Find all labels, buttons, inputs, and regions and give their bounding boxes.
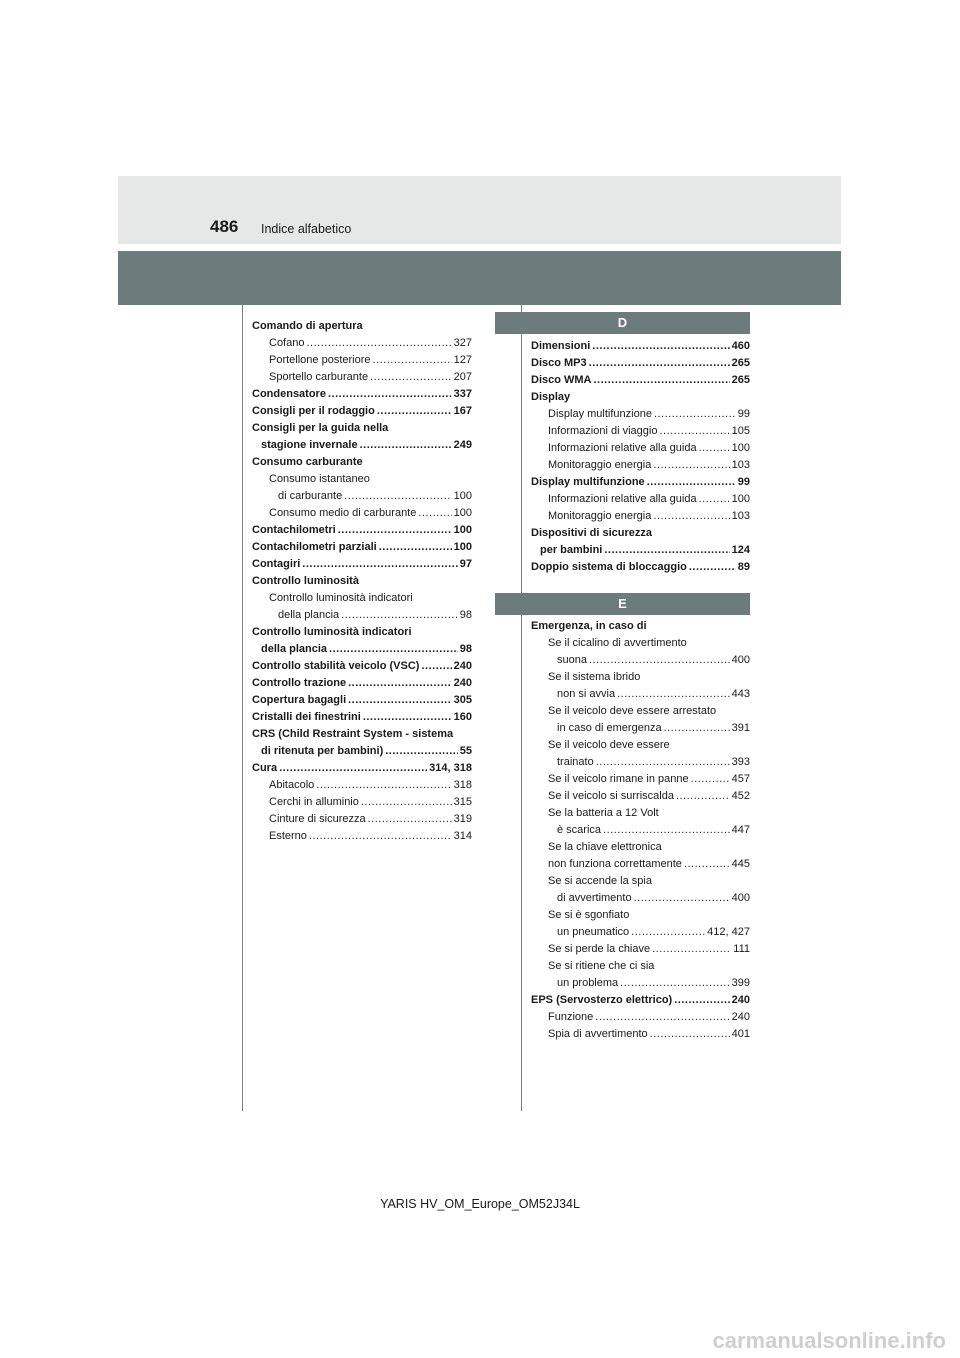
entry-page-ref: 460 xyxy=(731,340,750,352)
entry-page-ref: 240 xyxy=(731,1011,750,1023)
document-footer: YARIS HV_OM_Europe_OM52J34L xyxy=(380,1197,580,1211)
entry-term: di avvertimento xyxy=(557,892,632,904)
entry-term: Se il veicolo deve essere xyxy=(548,739,670,751)
dot-leader xyxy=(634,890,730,907)
entry-term: Informazioni di viaggio xyxy=(548,425,658,437)
index-entry xyxy=(252,692,472,709)
index-entry xyxy=(531,856,750,873)
entry-page-ref: 305 xyxy=(453,694,472,706)
entry-term: CRS (Child Restraint System - sistema xyxy=(252,728,454,740)
entry-term: Esterno xyxy=(269,830,307,842)
index-entry xyxy=(531,525,750,542)
index-column-e xyxy=(531,618,750,1043)
page-number: 486 xyxy=(210,217,239,236)
index-entry xyxy=(252,590,472,607)
dot-leader xyxy=(306,335,451,352)
entry-term: suona xyxy=(557,654,587,666)
index-entry xyxy=(252,624,472,641)
entry-term: Se il veicolo si surriscalda xyxy=(548,790,674,802)
entry-page-ref: 393 xyxy=(731,756,750,768)
index-entry xyxy=(252,522,472,539)
dot-leader xyxy=(631,924,705,941)
entry-term: Consumo medio di carburante xyxy=(269,507,417,519)
entry-page-ref: 100 xyxy=(453,524,472,536)
index-entry xyxy=(531,720,750,737)
entry-term: Spia di avvertimento xyxy=(548,1028,648,1040)
entry-term: Disco MP3 xyxy=(531,357,587,369)
index-entry xyxy=(252,556,472,573)
index-entry xyxy=(531,924,750,941)
entry-page-ref: 240 xyxy=(453,677,472,689)
entry-term: non funziona correttamente xyxy=(548,858,682,870)
entry-term: Consigli per la guida nella xyxy=(252,422,389,434)
index-column-c xyxy=(252,318,472,845)
entry-page-ref: 99 xyxy=(737,476,750,488)
index-entry xyxy=(531,338,750,355)
index-entry xyxy=(531,372,750,389)
entry-term: della plancia xyxy=(278,609,340,621)
index-entry xyxy=(252,539,472,556)
entry-term: Contagiri xyxy=(252,558,301,570)
entry-term: Se il sistema ibrido xyxy=(548,671,641,683)
index-entry xyxy=(252,471,472,488)
entry-page-ref: 99 xyxy=(737,408,750,420)
entry-term: Consumo istantaneo xyxy=(269,473,370,485)
entry-term: Sportello carburante xyxy=(269,371,369,383)
entry-page-ref: 160 xyxy=(453,711,472,723)
dot-leader xyxy=(329,641,458,658)
index-entry xyxy=(531,890,750,907)
dot-leader xyxy=(338,522,452,539)
entry-page-ref: 412, 427 xyxy=(707,926,750,938)
entry-page-ref: 319 xyxy=(453,813,472,825)
entry-page-ref: 443 xyxy=(731,688,750,700)
entry-page-ref: 337 xyxy=(453,388,472,400)
entry-page-ref: 447 xyxy=(731,824,750,836)
index-entry xyxy=(531,771,750,788)
dot-leader xyxy=(316,777,451,794)
index-entry xyxy=(252,420,472,437)
entry-page-ref: 98 xyxy=(459,643,472,655)
dot-leader xyxy=(596,754,730,771)
dot-leader xyxy=(348,675,452,692)
entry-term: Consigli per il rodaggio xyxy=(252,405,375,417)
entry-term: è scarica xyxy=(557,824,602,836)
index-entry xyxy=(252,726,472,743)
entry-term: Se si ritiene che ci sia xyxy=(548,960,655,972)
index-entry xyxy=(252,403,472,420)
entry-term: Condensatore xyxy=(252,388,326,400)
index-entry xyxy=(531,423,750,440)
dot-leader xyxy=(344,488,451,505)
entry-page-ref: 240 xyxy=(731,994,750,1006)
entry-page-ref: 318 xyxy=(453,779,472,791)
entry-page-ref: 265 xyxy=(731,374,750,386)
entry-term: Consumo carburante xyxy=(252,456,363,468)
entry-term: trainato xyxy=(557,756,594,768)
dot-leader xyxy=(620,975,729,992)
column-divider-middle xyxy=(521,305,522,1111)
entry-term: Contachilometri xyxy=(252,524,336,536)
index-entry xyxy=(531,542,750,559)
entry-term: Emergenza, in caso di xyxy=(531,620,647,632)
entry-page-ref: 100 xyxy=(731,493,750,505)
entry-term: un problema xyxy=(557,977,619,989)
index-entry xyxy=(252,828,472,845)
entry-term: Controllo luminosità xyxy=(252,575,359,587)
dot-leader xyxy=(377,403,452,420)
entry-page-ref: 103 xyxy=(731,459,750,471)
entry-page-ref: 127 xyxy=(453,354,472,366)
entry-page-ref: 97 xyxy=(459,558,472,570)
entry-term: Monitoraggio energia xyxy=(548,459,652,471)
index-entry xyxy=(252,488,472,505)
entry-page-ref: 103 xyxy=(731,510,750,522)
entry-term: Dispositivi di sicurezza xyxy=(531,527,653,539)
index-entry xyxy=(531,975,750,992)
entry-page-ref: 391 xyxy=(731,722,750,734)
index-entry xyxy=(531,652,750,669)
dot-leader xyxy=(589,652,730,669)
entry-page-ref: 445 xyxy=(731,858,750,870)
entry-term: della plancia xyxy=(261,643,328,655)
entry-term: Se si perde la chiave xyxy=(548,943,651,955)
entry-term: Monitoraggio energia xyxy=(548,510,652,522)
index-entry xyxy=(531,737,750,754)
entry-term: Se il veicolo deve essere arrestato xyxy=(548,705,717,717)
index-entry xyxy=(531,703,750,720)
entry-page-ref: 98 xyxy=(459,609,472,621)
entry-term: Copertura bagagli xyxy=(252,694,347,706)
index-entry xyxy=(252,641,472,658)
dot-leader xyxy=(684,856,730,873)
entry-page-ref: 240 xyxy=(453,660,472,672)
entry-page-ref: 55 xyxy=(459,745,472,757)
index-entry xyxy=(531,958,750,975)
entry-term: Se il cicalino di avvertimento xyxy=(548,637,687,649)
dot-leader xyxy=(647,474,736,491)
dot-leader xyxy=(654,406,736,423)
index-entry xyxy=(531,1009,750,1026)
entry-page-ref: 314, 318 xyxy=(429,762,472,774)
entry-page-ref: 400 xyxy=(731,654,750,666)
index-entry xyxy=(252,811,472,828)
entry-page-ref: 207 xyxy=(453,371,472,383)
entry-term: Cofano xyxy=(269,337,305,349)
entry-term: Controllo stabilità veicolo (VSC) xyxy=(252,660,420,672)
index-entry xyxy=(531,491,750,508)
index-entry xyxy=(531,457,750,474)
dot-leader xyxy=(699,440,730,457)
entry-term: stagione invernale xyxy=(261,439,358,451)
dot-leader xyxy=(617,686,730,703)
section-title: Indice alfabetico xyxy=(261,222,352,236)
entry-page-ref: 111 xyxy=(733,943,750,955)
entry-term: Cinture di sicurezza xyxy=(269,813,366,825)
index-entry xyxy=(531,559,750,576)
dot-leader xyxy=(279,760,427,777)
entry-term: Display multifunzione xyxy=(548,408,652,420)
index-entry xyxy=(531,992,750,1009)
dot-leader xyxy=(595,1009,729,1026)
index-entry xyxy=(252,743,472,760)
entry-term: Cerchi in alluminio xyxy=(269,796,359,808)
entry-term: Informazioni relative alla guida xyxy=(548,493,697,505)
dot-leader xyxy=(348,692,452,709)
index-entry xyxy=(531,822,750,839)
entry-term: Portellone posteriore xyxy=(269,354,371,366)
index-entry xyxy=(252,352,472,369)
entry-term: Se si è sgonfiato xyxy=(548,909,630,921)
dot-leader xyxy=(370,369,452,386)
dot-leader xyxy=(664,720,730,737)
index-entry xyxy=(252,318,472,335)
dot-leader xyxy=(309,828,452,845)
index-entry xyxy=(252,709,472,726)
entry-page-ref: 100 xyxy=(453,507,472,519)
entry-term: EPS (Servosterzo elettrico) xyxy=(531,994,673,1006)
dot-leader xyxy=(676,788,730,805)
entry-page-ref: 401 xyxy=(731,1028,750,1040)
entry-term: in caso di emergenza xyxy=(557,722,662,734)
entry-page-ref: 315 xyxy=(453,796,472,808)
dot-leader xyxy=(361,794,452,811)
letter-heading-d: D xyxy=(495,312,750,334)
entry-page-ref: 100 xyxy=(453,541,472,553)
index-entry xyxy=(531,618,750,635)
dot-leader xyxy=(368,811,452,828)
dot-leader xyxy=(699,491,730,508)
index-entry xyxy=(531,941,750,958)
index-entry xyxy=(531,873,750,890)
dot-leader xyxy=(418,505,451,522)
entry-term: Abitacolo xyxy=(269,779,315,791)
dot-leader xyxy=(653,508,729,525)
entry-term: di ritenuta per bambini) xyxy=(261,745,384,757)
dot-leader xyxy=(363,709,452,726)
index-entry xyxy=(252,369,472,386)
entry-page-ref: 314 xyxy=(453,830,472,842)
entry-term: Comando di apertura xyxy=(252,320,363,332)
index-entry xyxy=(531,355,750,372)
entry-term: Funzione xyxy=(548,1011,594,1023)
watermark: carmanualsonline.info xyxy=(712,1328,946,1353)
dot-leader xyxy=(341,607,458,624)
index-entry xyxy=(531,839,750,856)
index-entry xyxy=(531,788,750,805)
entry-page-ref: 265 xyxy=(731,357,750,369)
dot-leader xyxy=(652,941,731,958)
index-entry xyxy=(252,573,472,590)
index-column-d xyxy=(531,338,750,576)
entry-term: Contachilometri parziali xyxy=(252,541,377,553)
entry-term: un pneumatico xyxy=(557,926,630,938)
entry-term: non si avvia xyxy=(557,688,616,700)
entry-page-ref: 457 xyxy=(731,773,750,785)
dot-leader xyxy=(674,992,729,1009)
entry-term: Se si accende la spia xyxy=(548,875,652,887)
entry-term: Controllo luminosità indicatori xyxy=(252,626,412,638)
column-divider-left xyxy=(242,305,243,1111)
dot-leader xyxy=(302,556,457,573)
entry-term: Se il veicolo rimane in panne xyxy=(548,773,689,785)
index-entry xyxy=(531,754,750,771)
dot-leader xyxy=(592,338,729,355)
dot-leader xyxy=(689,559,736,576)
entry-term: Controllo trazione xyxy=(252,677,347,689)
index-entry xyxy=(252,658,472,675)
dot-leader xyxy=(604,542,729,559)
entry-page-ref: 249 xyxy=(453,439,472,451)
dot-leader xyxy=(603,822,730,839)
dot-leader xyxy=(385,743,458,760)
dot-leader xyxy=(594,372,730,389)
entry-term: Cristalli dei finestrini xyxy=(252,711,361,723)
dot-leader xyxy=(373,352,452,369)
entry-page-ref: 100 xyxy=(453,490,472,502)
index-entry xyxy=(252,794,472,811)
entry-page-ref: 124 xyxy=(731,544,750,556)
dot-leader xyxy=(650,1026,730,1043)
index-entry xyxy=(531,635,750,652)
dot-leader xyxy=(421,658,451,675)
entry-term: Disco WMA xyxy=(531,374,592,386)
index-entry xyxy=(531,406,750,423)
entry-term: Display xyxy=(531,391,571,403)
entry-term: per bambini xyxy=(540,544,603,556)
index-entry xyxy=(252,335,472,352)
dot-leader xyxy=(653,457,729,474)
index-entry xyxy=(531,508,750,525)
index-entry xyxy=(531,389,750,406)
entry-term: Se la batteria a 12 Volt xyxy=(548,807,659,819)
index-entry xyxy=(531,669,750,686)
entry-term: Dimensioni xyxy=(531,340,591,352)
entry-term: Se la chiave elettronica xyxy=(548,841,662,853)
index-entry xyxy=(252,675,472,692)
header-dark-band xyxy=(118,251,841,305)
index-entry xyxy=(252,777,472,794)
index-entry xyxy=(252,454,472,471)
entry-page-ref: 400 xyxy=(731,892,750,904)
index-entry xyxy=(252,386,472,403)
dot-leader xyxy=(691,771,730,788)
dot-leader xyxy=(328,386,452,403)
dot-leader xyxy=(379,539,452,556)
entry-page-ref: 100 xyxy=(731,442,750,454)
entry-page-ref: 327 xyxy=(453,337,472,349)
index-entry xyxy=(531,474,750,491)
index-entry xyxy=(531,907,750,924)
entry-page-ref: 89 xyxy=(737,561,750,573)
entry-term: Doppio sistema di bloccaggio xyxy=(531,561,687,573)
index-entry xyxy=(252,607,472,624)
entry-page-ref: 167 xyxy=(453,405,472,417)
dot-leader xyxy=(360,437,452,454)
dot-leader xyxy=(589,355,730,372)
index-entry xyxy=(531,686,750,703)
index-entry xyxy=(252,760,472,777)
index-entry xyxy=(531,1026,750,1043)
index-entry xyxy=(252,505,472,522)
entry-term: Cura xyxy=(252,762,278,774)
entry-term: Informazioni relative alla guida xyxy=(548,442,697,454)
entry-term: Display multifunzione xyxy=(531,476,645,488)
entry-term: Controllo luminosità indicatori xyxy=(269,592,413,604)
entry-term: di carburante xyxy=(278,490,343,502)
index-entry xyxy=(531,805,750,822)
index-entry xyxy=(531,440,750,457)
entry-page-ref: 105 xyxy=(731,425,750,437)
dot-leader xyxy=(659,423,729,440)
entry-page-ref: 399 xyxy=(731,977,750,989)
letter-heading-e: E xyxy=(495,593,750,615)
entry-page-ref: 452 xyxy=(731,790,750,802)
index-entry xyxy=(252,437,472,454)
